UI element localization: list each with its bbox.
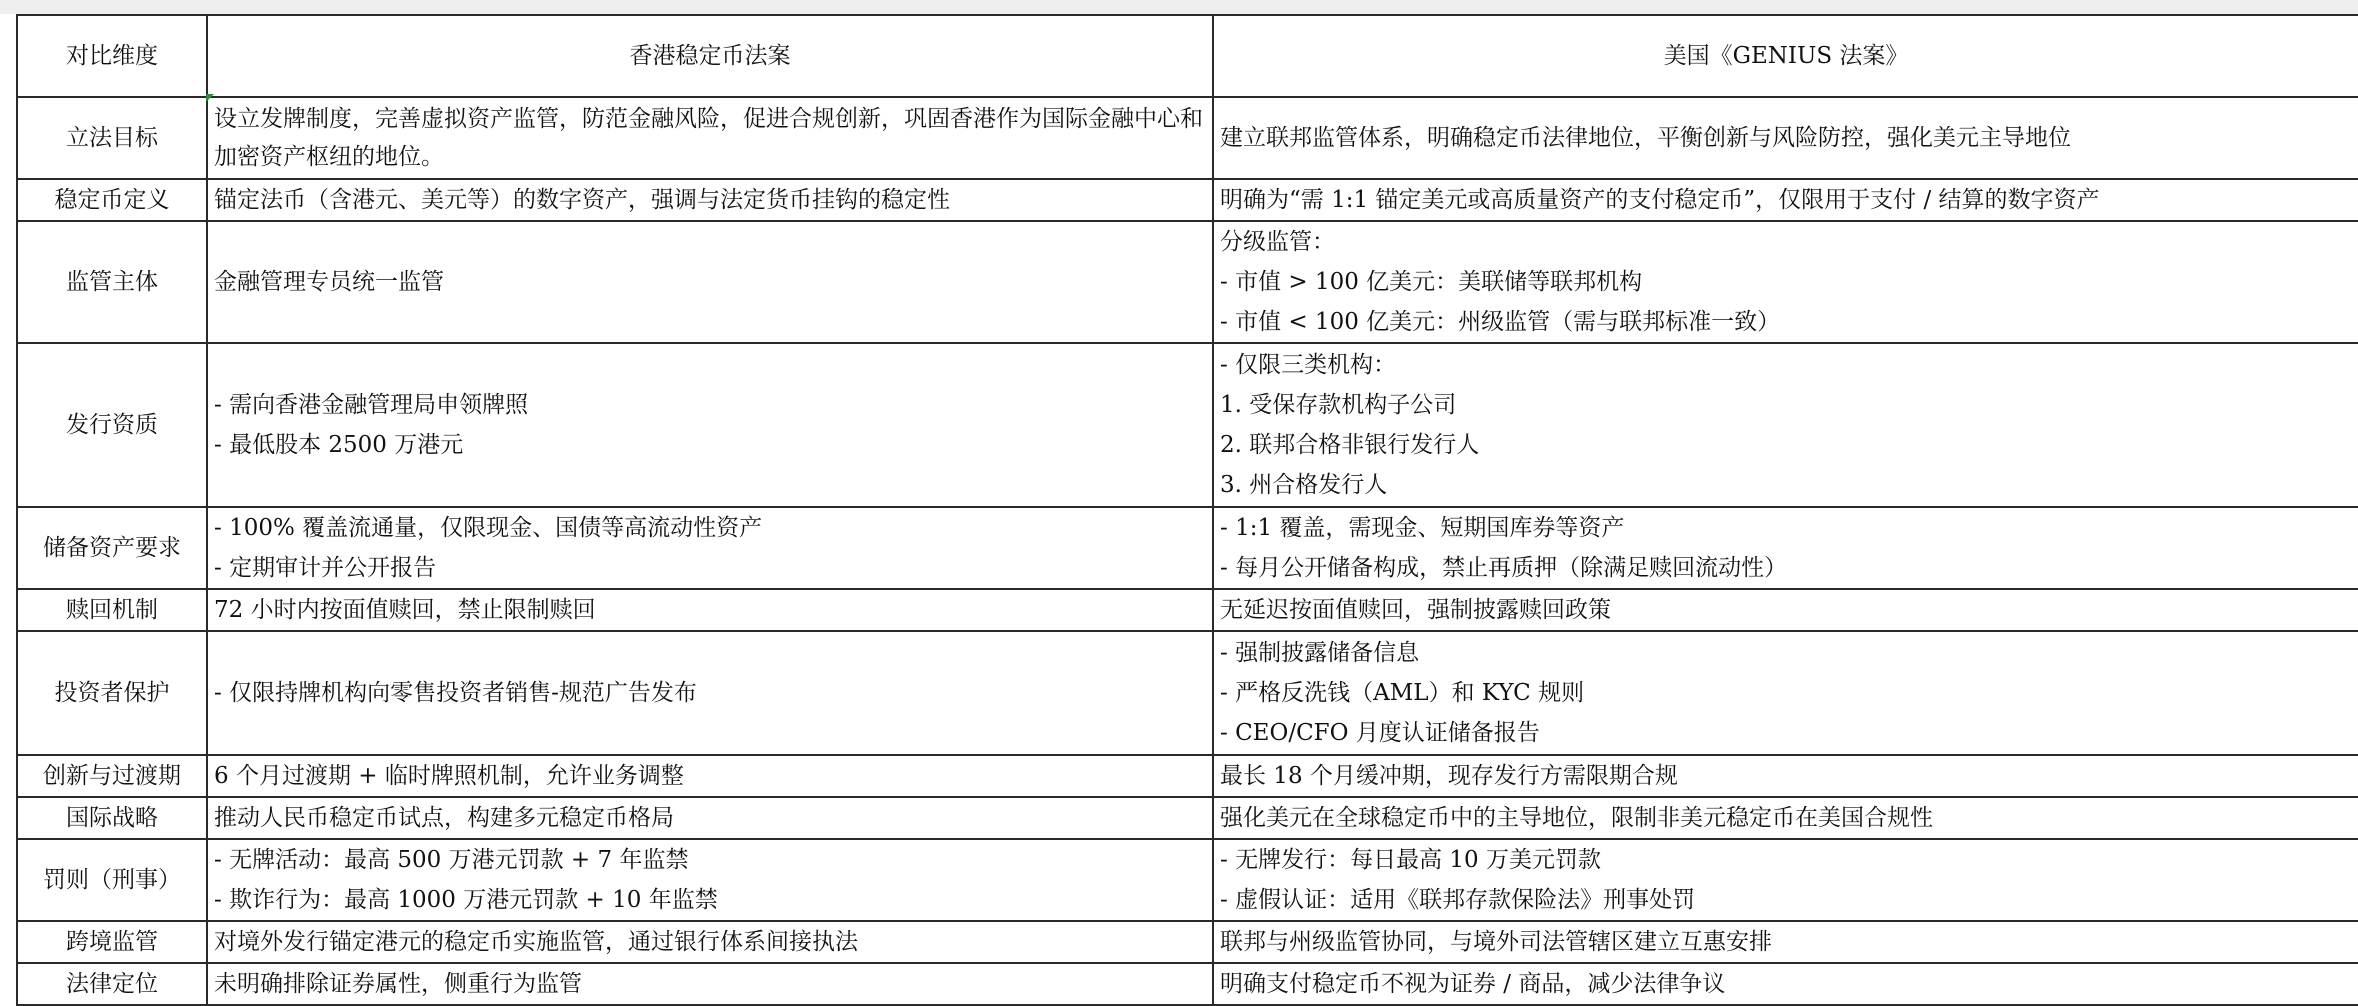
cell-line: - 仅限三类机构： xyxy=(1220,352,1397,378)
cell-line: 设立发牌制度，完善虚拟资产监管，防范金融风险，促进合规创新，巩固香港作为国际金融中心和加密资产枢纽的地位。 xyxy=(214,106,1203,170)
cell-dimension[interactable]: 赎回机制 xyxy=(17,589,207,631)
cell-line: 锚定法币（含港元、美元等）的数字资产，强调与法定货币挂钩的稳定性 xyxy=(214,187,950,213)
table-row xyxy=(17,963,2358,1005)
cell-line: 6 个月过渡期 + 临时牌照机制，允许业务调整 xyxy=(214,763,684,789)
cell-us[interactable] xyxy=(1213,343,2358,507)
cell-hk[interactable] xyxy=(207,797,1213,839)
cell-line: 最长 18 个月缓冲期，现存发行方需限期合规 xyxy=(1220,763,1678,789)
cell-us[interactable] xyxy=(1213,839,2358,921)
cell-dimension[interactable]: 创新与过渡期 xyxy=(17,755,207,797)
cell-line: - 市值 < 100 亿美元：州级监管（需与联邦标准一致） xyxy=(1220,309,1781,335)
cell-dimension[interactable]: 发行资质 xyxy=(17,343,207,507)
cell-line: 金融管理专员统一监管 xyxy=(214,269,444,295)
table-row xyxy=(17,631,2358,755)
cell-us[interactable] xyxy=(1213,507,2358,589)
cell-dimension[interactable]: 监管主体 xyxy=(17,221,207,343)
cell-us[interactable] xyxy=(1213,797,2358,839)
cell-line: - 每月公开储备构成，禁止再质押（除满足赎回流动性） xyxy=(1220,555,1788,581)
cell-line: 强化美元在全球稳定币中的主导地位，限制非美元稳定币在美国合规性 xyxy=(1220,805,1933,831)
cell-dimension[interactable]: 跨境监管 xyxy=(17,921,207,963)
header-row xyxy=(17,15,2358,97)
cell-hk[interactable] xyxy=(207,507,1213,589)
cell-line: 建立联邦监管体系，明确稳定币法律地位，平衡创新与风险防控，强化美元主导地位 xyxy=(1220,125,2071,151)
cell-hk[interactable] xyxy=(207,631,1213,755)
table-row xyxy=(17,343,2358,507)
cell-line: 2. 联邦合格非银行发行人 xyxy=(1220,432,1480,458)
cell-us[interactable] xyxy=(1213,97,2358,179)
cell-hk[interactable] xyxy=(207,963,1213,1005)
cell-us[interactable] xyxy=(1213,589,2358,631)
cell-dimension[interactable]: 罚则（刑事） xyxy=(17,839,207,921)
cell-hk[interactable] xyxy=(207,343,1213,507)
cell-hk[interactable] xyxy=(207,97,1213,179)
table-row xyxy=(17,921,2358,963)
cell-us[interactable] xyxy=(1213,921,2358,963)
cell-line: - 无牌发行：每日最高 10 万美元罚款 xyxy=(1220,847,1601,873)
table-row xyxy=(17,589,2358,631)
cell-hk[interactable] xyxy=(207,179,1213,221)
cell-line: - 无牌活动：最高 500 万港元罚款 + 7 年监禁 xyxy=(214,847,689,873)
table-row xyxy=(17,507,2358,589)
cell-dimension[interactable]: 法律定位 xyxy=(17,963,207,1005)
cell-dimension[interactable]: 投资者保护 xyxy=(17,631,207,755)
table-row xyxy=(17,221,2358,343)
cell-dimension[interactable]: 稳定币定义 xyxy=(17,179,207,221)
cell-dimension[interactable]: 立法目标 xyxy=(17,97,207,179)
cell-us[interactable] xyxy=(1213,631,2358,755)
header-cell-hk[interactable]: 香港稳定币法案 xyxy=(207,15,1213,97)
cell-us[interactable] xyxy=(1213,221,2358,343)
table-row xyxy=(17,755,2358,797)
cell-line: 3. 州合格发行人 xyxy=(1220,472,1388,498)
cell-hk[interactable] xyxy=(207,839,1213,921)
cell-hk[interactable] xyxy=(207,921,1213,963)
header-cell-us[interactable]: 美国《GENIUS 法案》 xyxy=(1213,15,2358,97)
cell-line: 联邦与州级监管协同，与境外司法管辖区建立互惠安排 xyxy=(1220,929,1772,955)
cell-us[interactable] xyxy=(1213,755,2358,797)
cell-line: - 1:1 覆盖，需现金、短期国库券等资产 xyxy=(1220,515,1625,541)
cell-dimension[interactable]: 储备资产要求 xyxy=(17,507,207,589)
comparison-table xyxy=(16,14,2358,1006)
cell-line: - 虚假认证：适用《联邦存款保险法》刑事处罚 xyxy=(1220,887,1696,913)
cell-line: 对境外发行锚定港元的稳定币实施监管，通过银行体系间接执法 xyxy=(214,929,858,955)
cell-line: 72 小时内按面值赎回，禁止限制赎回 xyxy=(214,597,596,623)
table-row xyxy=(17,839,2358,921)
sheet-top-gap xyxy=(0,0,2358,14)
cell-dimension[interactable]: 国际战略 xyxy=(17,797,207,839)
table-row xyxy=(17,179,2358,221)
cell-line: - 强制披露储备信息 xyxy=(1220,640,1420,666)
cell-line: - 100% 覆盖流通量，仅限现金、国债等高流动性资产 xyxy=(214,515,763,541)
cell-line: - 最低股本 2500 万港元 xyxy=(214,432,464,458)
cell-hk[interactable] xyxy=(207,755,1213,797)
table-row xyxy=(17,97,2358,179)
table-row xyxy=(17,797,2358,839)
cell-line: 明确为“需 1:1 锚定美元或高质量资产的支付稳定币”，仅限用于支付 / 结算的数字资产 xyxy=(1220,187,2100,213)
cell-line: 分级监管： xyxy=(1220,229,1335,255)
header-cell-dimension[interactable]: 对比维度 xyxy=(17,15,207,97)
cell-line: 无延迟按面值赎回，强制披露赎回政策 xyxy=(1220,597,1611,623)
cell-line: 推动人民币稳定币试点，构建多元稳定币格局 xyxy=(214,805,674,831)
table-body xyxy=(17,97,2358,1005)
cell-line: - CEO/CFO 月度认证储备报告 xyxy=(1220,720,1540,746)
cell-line: 明确支付稳定币不视为证券 / 商品，减少法律争议 xyxy=(1220,971,1726,997)
cell-line: - 市值 > 100 亿美元：美联储等联邦机构 xyxy=(1220,269,1643,295)
cell-line: - 仅限持牌机构向零售投资者销售-规范广告发布 xyxy=(214,680,697,706)
cell-line: - 需向香港金融管理局申领牌照 xyxy=(214,392,529,418)
cell-line: - 严格反洗钱（AML）和 KYC 规则 xyxy=(1220,680,1585,706)
cell-line: 1. 受保存款机构子公司 xyxy=(1220,392,1457,418)
cell-line: - 定期审计并公开报告 xyxy=(214,555,437,581)
cell-us[interactable] xyxy=(1213,179,2358,221)
cell-us[interactable] xyxy=(1213,963,2358,1005)
cell-line: 未明确排除证券属性，侧重行为监管 xyxy=(214,971,582,997)
cell-hk[interactable] xyxy=(207,589,1213,631)
comment-indicator-icon xyxy=(206,94,214,102)
cell-hk[interactable] xyxy=(207,221,1213,343)
cell-line: - 欺诈行为：最高 1000 万港元罚款 + 10 年监禁 xyxy=(214,887,718,913)
